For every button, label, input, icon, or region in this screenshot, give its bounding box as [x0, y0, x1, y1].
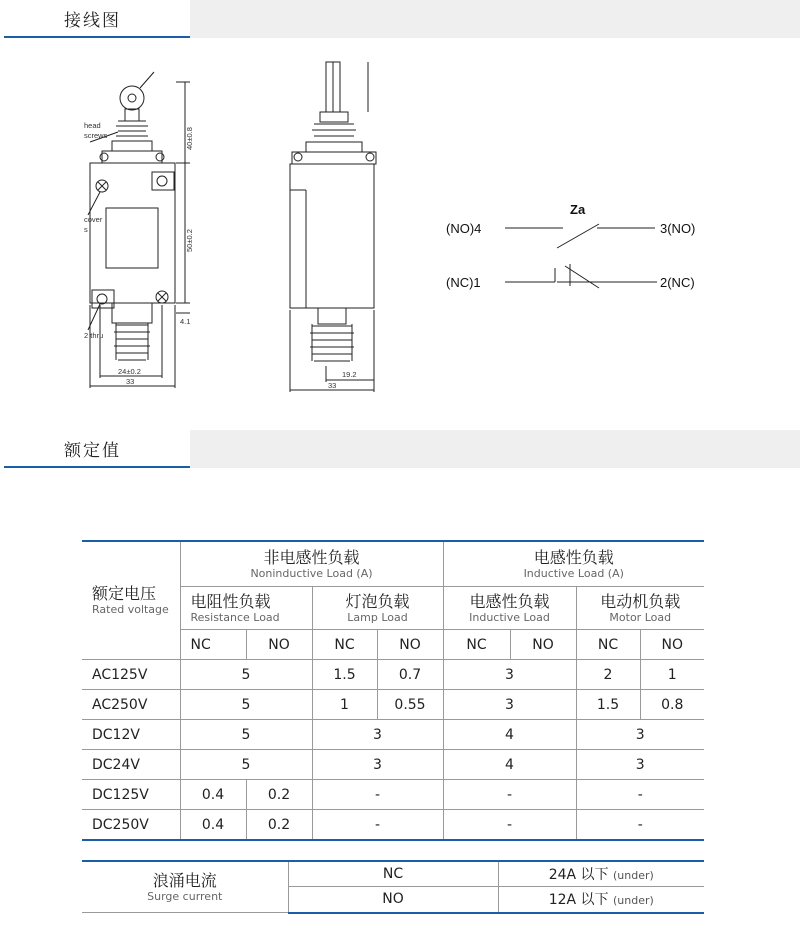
surge-value-no: [498, 887, 704, 913]
value-cell: -: [312, 780, 443, 810]
value-cell: 0.2: [246, 810, 312, 841]
header-bar: [190, 430, 800, 468]
dim-outer-side: 33: [328, 381, 337, 390]
value-cell: 3: [312, 750, 443, 780]
voltage-cell: AC250V: [82, 690, 180, 720]
value-cell: -: [312, 810, 443, 841]
surge-label-zh: 浪涌电流: [152, 870, 217, 890]
value-cell: 3: [312, 720, 443, 750]
section-header-wiring: [0, 0, 800, 38]
circuit-name: Za: [570, 202, 586, 217]
value-cell: 0.8: [640, 690, 704, 720]
section-title-rating: 额定值: [64, 441, 121, 461]
voltage-cell: DC250V: [82, 810, 180, 841]
surge-value: 24A 以下: [548, 867, 609, 884]
side-view: [290, 62, 376, 392]
surge-value: 12A 以下: [548, 892, 609, 909]
header-underline: [4, 466, 190, 468]
value-cell: -: [576, 780, 704, 810]
header-inductive: [443, 541, 704, 587]
surge-label: [82, 861, 288, 913]
surge-note: (under): [612, 869, 654, 883]
no-label: NO: [377, 630, 443, 660]
resistance-zh: 电阻性负载: [190, 591, 271, 611]
value-cell: 5: [180, 750, 312, 780]
table-row: [82, 660, 704, 690]
motor-en: Motor Load: [609, 610, 672, 624]
nc-label: NC: [312, 630, 377, 660]
label-cover: cover: [84, 215, 103, 224]
value-cell: 5: [180, 690, 312, 720]
induct-en: Inductive Load: [469, 610, 550, 624]
nc-label: NC: [443, 630, 510, 660]
surge-type-no: NO: [288, 887, 498, 913]
noninductive-zh: 非电感性负载: [263, 547, 360, 567]
value-cell: -: [576, 810, 704, 841]
value-cell: 5: [180, 660, 312, 690]
surge-label-en: Surge current: [147, 889, 223, 903]
value-cell: 3: [576, 750, 704, 780]
rated-values-table: [82, 540, 704, 841]
no-label: NO: [640, 630, 704, 660]
table-row: [82, 780, 704, 810]
nc-label: NC: [576, 630, 640, 660]
dim-top: 40±0.8: [185, 127, 194, 150]
header-motor: [576, 587, 704, 630]
motor-zh: 电动机负载: [600, 591, 681, 611]
voltage-cell: DC24V: [82, 750, 180, 780]
value-cell: 0.2: [246, 780, 312, 810]
dim-inner-side: 19.2: [342, 370, 357, 379]
label-s: s: [84, 225, 88, 234]
header-rated-voltage: [82, 541, 180, 660]
value-cell: 3: [576, 720, 704, 750]
value-cell: 1.5: [576, 690, 640, 720]
value-cell: 0.4: [180, 810, 246, 841]
header-bar: [190, 0, 800, 38]
no-label: NO: [246, 630, 312, 660]
label-thru: 2 thru: [84, 331, 104, 340]
voltage-cell: DC12V: [82, 720, 180, 750]
rated-voltage-zh: 额定电压: [92, 584, 157, 603]
noninductive-en: Noninductive Load (A): [250, 566, 373, 580]
dim-mid: 50±0.2: [185, 229, 194, 252]
header-lamp: [312, 587, 443, 630]
table-row: [82, 750, 704, 780]
value-cell: 1: [640, 660, 704, 690]
front-view: [88, 72, 190, 388]
surge-note: (under): [612, 894, 654, 908]
switch-symbol: [505, 224, 657, 288]
terminal-no-3: 3(NO): [660, 221, 696, 236]
rated-voltage-en: Rated voltage: [92, 603, 169, 616]
section-title-wiring: 接线图: [64, 11, 121, 31]
no-label: NO: [510, 630, 576, 660]
label-head: head: [84, 121, 101, 130]
value-cell: 0.7: [377, 660, 443, 690]
value-cell: 4: [443, 720, 576, 750]
value-cell: 1: [312, 690, 377, 720]
dim-inner-front: 24±0.2: [118, 367, 141, 376]
lamp-en: Lamp Load: [347, 610, 408, 624]
voltage-cell: AC125V: [82, 660, 180, 690]
value-cell: 2: [576, 660, 640, 690]
table-row: [82, 810, 704, 841]
dim-small: 4.1: [180, 317, 191, 326]
value-cell: 1.5: [312, 660, 377, 690]
dim-outer-front: 33: [126, 377, 135, 386]
value-cell: 0.4: [180, 780, 246, 810]
induct-zh: 电感性负载: [469, 591, 550, 611]
value-cell: 3: [443, 660, 576, 690]
inductive-zh: 电感性负载: [533, 547, 614, 567]
value-cell: 0.55: [377, 690, 443, 720]
terminal-nc-1: (NC)1: [446, 275, 481, 290]
table-row: [82, 720, 704, 750]
surge-type-nc: NC: [288, 861, 498, 887]
resistance-en: Resistance Load: [190, 610, 280, 624]
surge-current-table: [82, 860, 704, 914]
nc-label: NC: [180, 630, 246, 660]
value-cell: -: [443, 780, 576, 810]
table-header-row: [82, 541, 704, 587]
value-cell: -: [443, 810, 576, 841]
wiring-diagram: [0, 40, 800, 430]
label-screws: screws: [84, 131, 108, 140]
voltage-cell: DC125V: [82, 780, 180, 810]
lamp-zh: 灯泡负载: [345, 591, 410, 611]
section-header-rating: [0, 430, 800, 468]
header-inductive-sub: [443, 587, 576, 630]
inductive-en: Inductive Load (A): [523, 566, 624, 580]
table-row: [82, 690, 704, 720]
header-noninductive: [180, 541, 443, 587]
terminal-nc-2: 2(NC): [660, 275, 695, 290]
header-underline: [4, 36, 190, 38]
surge-value-nc: [498, 861, 704, 887]
table-row: [82, 861, 704, 887]
value-cell: 4: [443, 750, 576, 780]
terminal-no-4: (NO)4: [446, 221, 482, 236]
value-cell: 3: [443, 690, 576, 720]
header-resistance: [180, 587, 312, 630]
value-cell: 5: [180, 720, 312, 750]
